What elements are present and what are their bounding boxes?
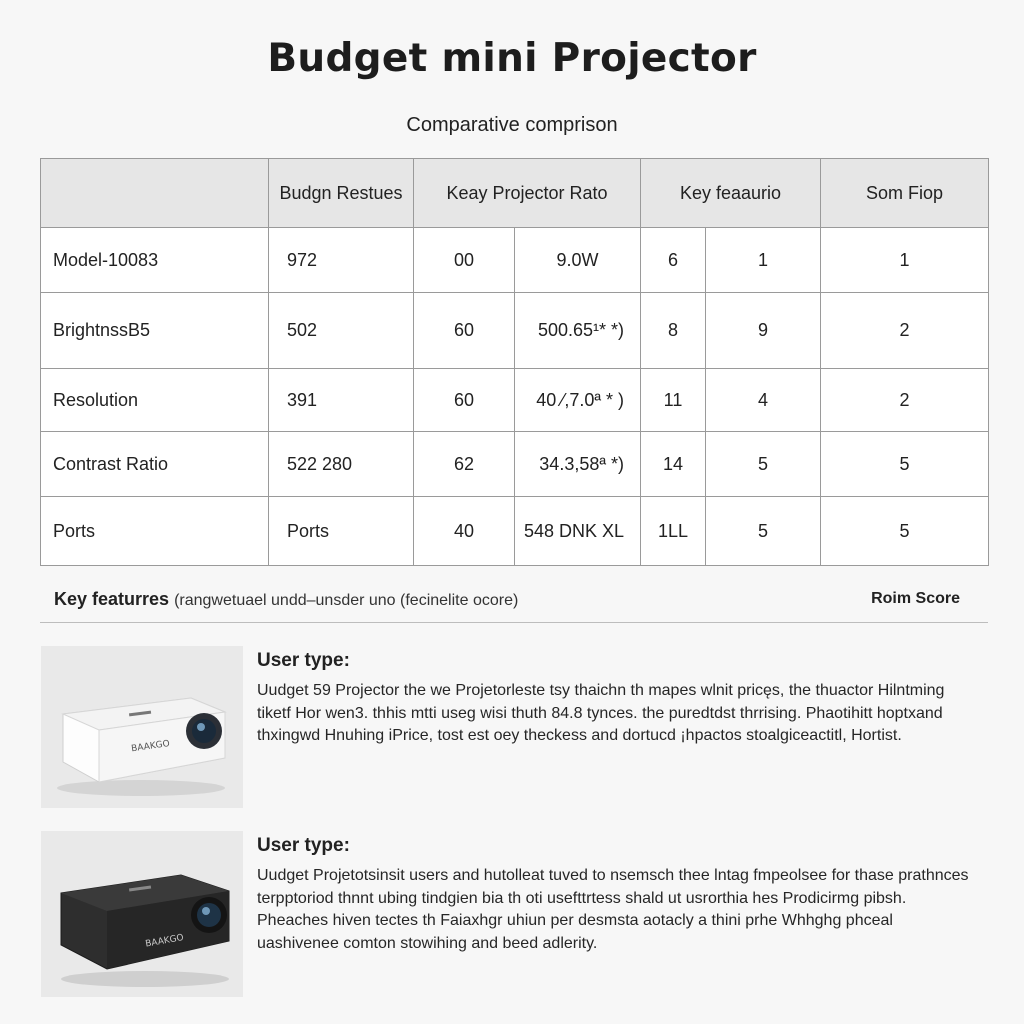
table-row	[41, 497, 989, 566]
table-cell: 972	[269, 228, 414, 293]
header-cell-score: Som Fiop	[821, 159, 989, 228]
device-label: BAAKGO	[130, 739, 171, 755]
table-cell: 11	[641, 369, 706, 432]
key-features-note: (rangwetuael undd–unsder uno (fecinelite ocore)	[174, 592, 519, 609]
product-card	[41, 646, 988, 810]
table-cell: 60	[414, 369, 515, 432]
projector-image-white	[41, 646, 243, 808]
product-description: Uudget Projetotsinsit users and hutolleat tuved to nsemsch thee lntag fmpeolsee for thase prathnces terpptoriod thnnt ubing tindgien bia th oti usefttrtess shald ut usrorthia hes Prodicirmg pibsh. Pheaches hiven tectes th Faiaxhgr uhiun per desmsta aotacly a thini prhe Whhghg phceal uashivenee comton stowihing and beed adlerity.	[257, 867, 969, 952]
table-cell: 5	[821, 432, 989, 497]
table-cell: 34.3,58ª *)	[515, 432, 641, 497]
table-cell: 548 DNK XL	[515, 497, 641, 566]
table-cell: Ports	[269, 497, 414, 566]
table-cell: 4	[706, 369, 821, 432]
key-features-heading	[54, 589, 518, 610]
table-cell: 00	[414, 228, 515, 293]
projector-icon	[41, 646, 243, 808]
table-cell: 5	[706, 497, 821, 566]
table-cell: 14	[641, 432, 706, 497]
product-text	[257, 835, 977, 955]
projector-image-black	[41, 831, 243, 997]
table-cell: BrightnssB5	[41, 293, 269, 369]
product-card	[41, 831, 988, 995]
table-cell: 391	[269, 369, 414, 432]
header-cell-projector-ratio: Keay Projector Rato	[414, 159, 641, 228]
table-cell: 500.65¹* *)	[515, 293, 641, 369]
key-features-bar	[40, 586, 988, 623]
projector-icon	[41, 831, 243, 997]
product-text	[257, 650, 977, 748]
page-subtitle: Comparative comprison	[406, 114, 618, 136]
header-cell-budget: Budgn Restues	[269, 159, 414, 228]
user-type-label: User type:	[257, 650, 350, 671]
table-cell: 60	[414, 293, 515, 369]
header-cell-key-feature: Key feaaurio	[641, 159, 821, 228]
table-cell: Model-10083	[41, 228, 269, 293]
table-cell: 2	[821, 293, 989, 369]
product-description: Uudget 59 Projector the we Projetorleste tsy thaichn th mapes wlnit pricęs, the thuactor Hilntming tiketf Hor wen3. thhis mtti useg wisi thuth 84.8 tynces. the puredtdst thrrising. Phaotihitt hoptxand thxingwd Hnuhing iPrice, tost est oey theckess and dortucd ¡hpactos stoalgiceactitl, Hortist.	[257, 682, 945, 744]
table-cell: 9	[706, 293, 821, 369]
table-cell: 40 ⁄,7.0ª * )	[515, 369, 641, 432]
table-cell: 40	[414, 497, 515, 566]
table-cell: Ports	[41, 497, 269, 566]
score-label: Roim Score	[871, 590, 960, 607]
table-cell: 1	[821, 228, 989, 293]
table-header-row	[41, 159, 989, 228]
table-row	[41, 369, 989, 432]
table-row	[41, 228, 989, 293]
page-title: Budget mini Projector	[267, 36, 757, 81]
table-cell: Contrast Ratio	[41, 432, 269, 497]
table-cell: 522 280	[269, 432, 414, 497]
table-row	[41, 293, 989, 369]
table-cell: 1LL	[641, 497, 706, 566]
table-row	[41, 432, 989, 497]
device-label: BAAKGO	[144, 933, 185, 950]
table-cell: 5	[821, 497, 989, 566]
comparison-table	[40, 158, 989, 566]
table-cell: 2	[821, 369, 989, 432]
table-cell: 5	[706, 432, 821, 497]
header-cell-empty	[41, 159, 269, 228]
user-type-label: User type:	[257, 835, 350, 856]
table-cell: 8	[641, 293, 706, 369]
table-cell: 6	[641, 228, 706, 293]
table-cell: 9.0W	[515, 228, 641, 293]
table-cell: Resolution	[41, 369, 269, 432]
key-features-title: Key featurres	[54, 589, 170, 609]
table-cell: 1	[706, 228, 821, 293]
table-cell: 502	[269, 293, 414, 369]
table-cell: 62	[414, 432, 515, 497]
